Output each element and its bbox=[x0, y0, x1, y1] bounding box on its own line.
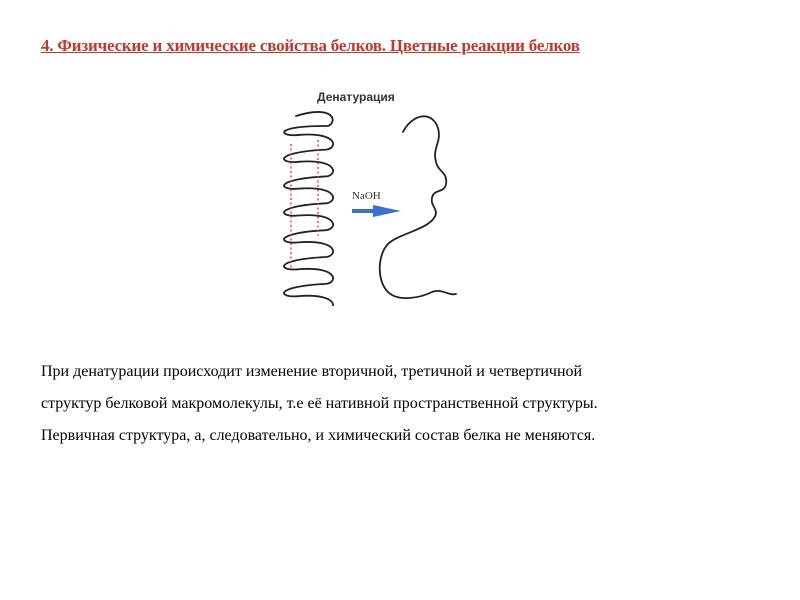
slide-title: 4. Физические и химические свойства белков. Цветные реакции белков bbox=[41, 36, 580, 55]
body-line-3: Первичная структура, а, следовательно, и химический состав белка не меняются. bbox=[41, 427, 596, 444]
denatured-chain bbox=[380, 116, 456, 298]
reaction-arrow bbox=[352, 205, 401, 217]
denaturation-diagram bbox=[270, 84, 470, 306]
denaturation-figure bbox=[270, 84, 470, 306]
body-line-1: При денатурации происходит изменение вторичной, третичной и четвертичной bbox=[41, 363, 583, 380]
body-text bbox=[41, 356, 781, 452]
denaturation-label: Денатурация bbox=[317, 90, 395, 104]
body-line-2: структур белковой макромолекулы, т.е её нативной пространственной структуры. bbox=[41, 395, 598, 412]
reagent-label: NaOH bbox=[352, 190, 381, 202]
